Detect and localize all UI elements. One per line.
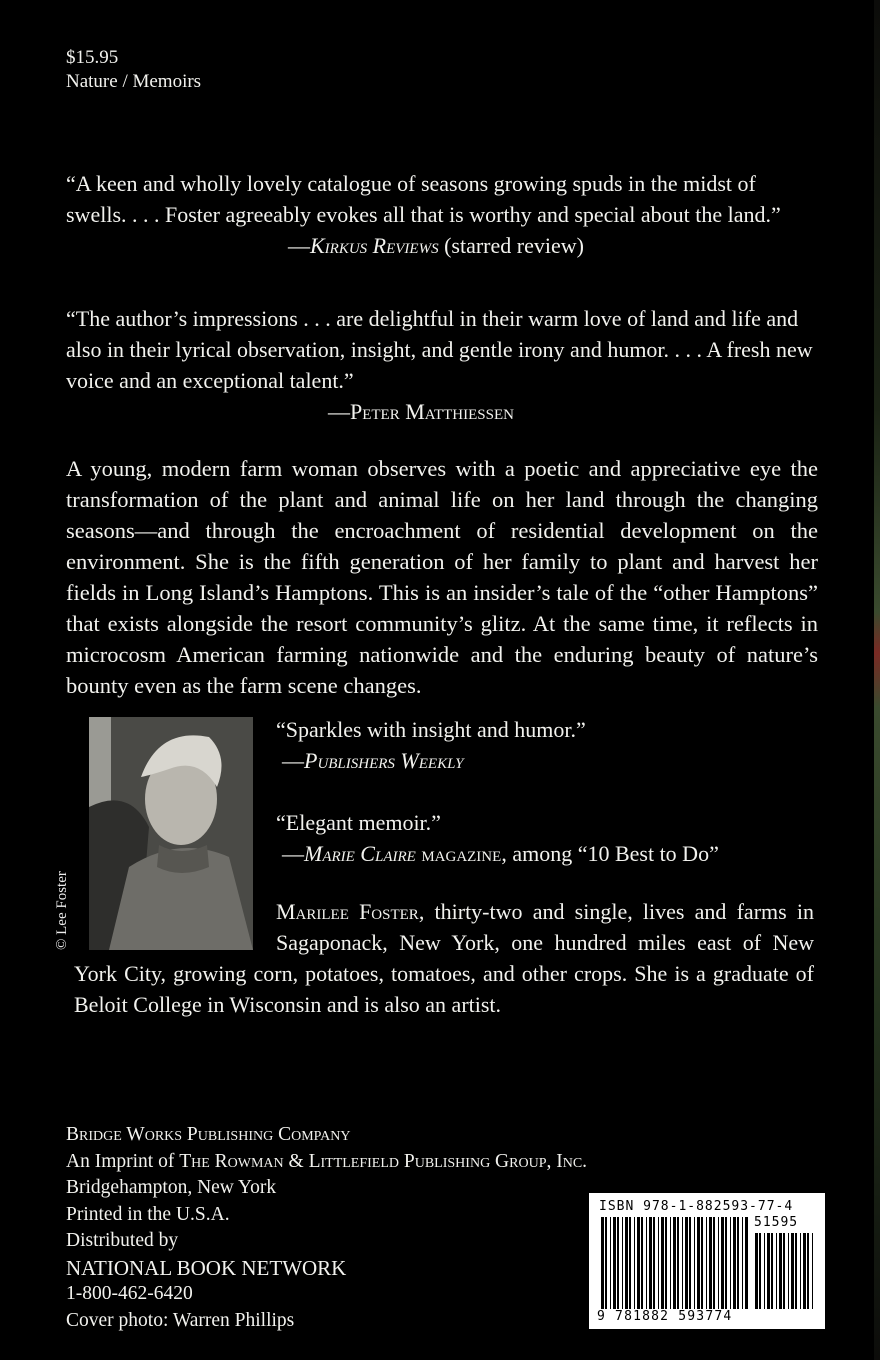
quote-attribution: —Publishers Weekly xyxy=(282,748,464,773)
quote-source: Publishers Weekly xyxy=(304,748,464,773)
distributed-by: Distributed by xyxy=(66,1230,179,1251)
quote-publishers-weekly xyxy=(276,714,836,776)
phone-number: 1-800-462-6420 xyxy=(66,1283,193,1304)
quote-source: Marie Claire xyxy=(304,841,416,866)
cover-photo-credit: Cover photo: Warren Phillips xyxy=(66,1309,295,1331)
publisher-info xyxy=(66,1122,587,1334)
price-category xyxy=(66,46,201,94)
quote-marie-claire xyxy=(276,807,836,869)
addon-barcode-bars xyxy=(755,1233,815,1309)
quote-attribution: —Marie Claire magazine, among “10 Best to Do” xyxy=(282,841,719,866)
quote-text: “Sparkles with insight and humor.” xyxy=(276,717,586,742)
isbn-barcode xyxy=(589,1193,825,1329)
main-barcode-bars xyxy=(601,1217,749,1309)
author-bio xyxy=(74,896,814,1020)
spine-edge xyxy=(874,0,880,1360)
quote-attribution: —Kirkus Reviews (starred review) xyxy=(288,233,584,258)
category: Nature / Memoirs xyxy=(66,71,202,92)
publisher-imprint: An Imprint of The Rowman & Littlefield Publishing Group, Inc. xyxy=(66,1150,588,1172)
bio-text: , thirty-two and single, lives and farms in Sagaponack, New York, one hundred miles east of New York City, growing corn, potatoes, tomatoes, and other crops. She is a graduate of Beloit College in Wisconsin and is also an artist. xyxy=(74,899,815,1017)
printed-in: Printed in the U.S.A. xyxy=(66,1203,230,1225)
photo-credit: © Lee Foster xyxy=(54,871,70,950)
quote-matthiessen xyxy=(66,303,818,427)
book-description: A young, modern farm woman observes with a poetic and appreciative eye the transformation of the plant and animal life on her land through the changing seasons—and through the encroachment of residential development on the environment. She is the fifth generation of her family to plant and harvest her fields in Long Island’s Hamptons. This is an insider’s tale of the “other Hamptons” that exists alongside the resort community’s glitz. At the same time, it reflects in microcosm American farming nationwide and the enduring beauty of nature’s bounty even as the farm scene changes. xyxy=(66,456,818,698)
quote-source: Kirkus Reviews xyxy=(310,233,439,258)
quote-text: “A keen and wholly lovely catalogue of seasons growing spuds in the midst of swells. . . . Foster agreeably evokes all that is worthy and special about the land.” xyxy=(66,171,781,227)
price-code: 51595 xyxy=(754,1215,799,1230)
quote-attribution: —Peter Matthiessen xyxy=(328,399,514,424)
publisher-name: Bridge Works Publishing Company xyxy=(66,1124,351,1145)
author-name: Marilee Foster xyxy=(276,899,419,924)
isbn-number: ISBN 978-1-882593-77-4 xyxy=(599,1199,794,1214)
price: $15.95 xyxy=(66,47,119,68)
quote-text: “Elegant memoir.” xyxy=(276,810,441,835)
distributor: NATIONAL BOOK NETWORK xyxy=(66,1255,347,1280)
publisher-city: Bridgehampton, New York xyxy=(66,1177,277,1198)
quote-text: “The author’s impressions . . . are delightful in their warm love of land and life and also in their lyrical observation, insight, and gentle irony and humor. . . . A fresh new voice and an exceptional talent.” xyxy=(66,306,813,393)
barcode-digits: 9 781882 593774 xyxy=(597,1309,733,1324)
quote-kirkus xyxy=(66,168,818,261)
